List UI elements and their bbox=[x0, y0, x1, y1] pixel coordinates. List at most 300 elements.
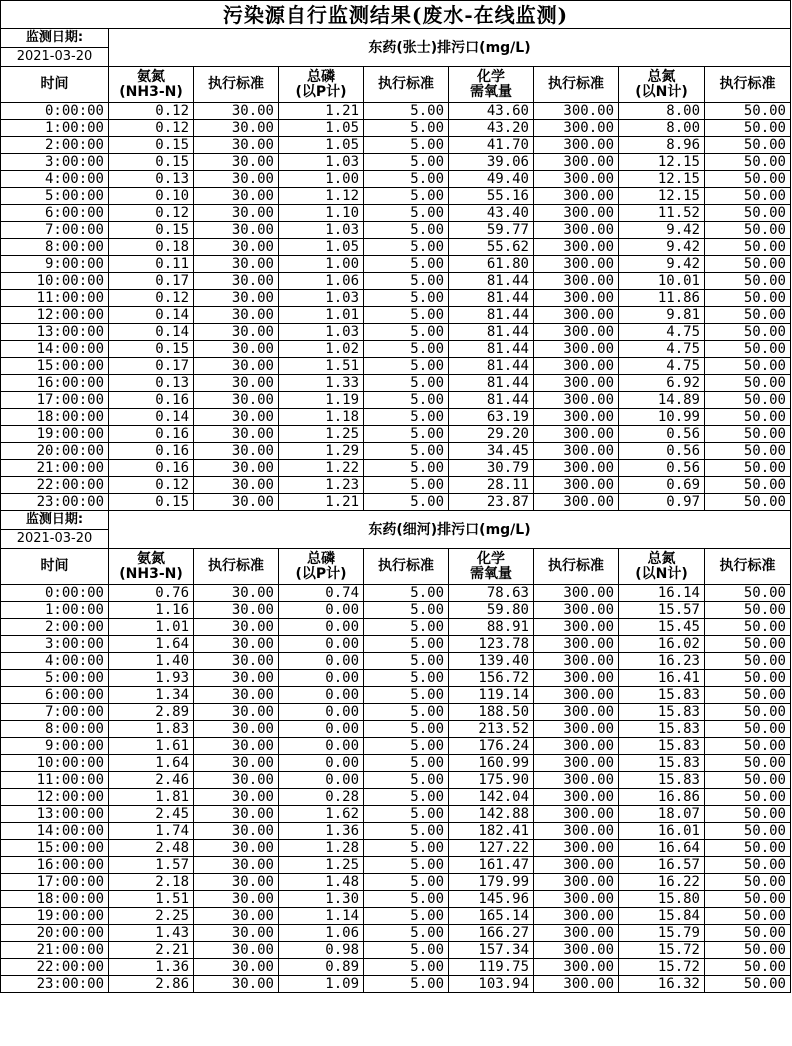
nh3n-standard: 30.00 bbox=[194, 358, 279, 375]
tp-standard: 5.00 bbox=[364, 670, 449, 687]
table-row bbox=[1, 375, 791, 392]
tp-value: 1.48 bbox=[279, 874, 364, 891]
header-tn bbox=[619, 67, 705, 103]
cod-value: 123.78 bbox=[449, 636, 534, 653]
cod-value: 179.99 bbox=[449, 874, 534, 891]
cod-value: 157.34 bbox=[449, 942, 534, 959]
tn-value: 16.57 bbox=[619, 857, 705, 874]
tn-value: 15.57 bbox=[619, 602, 705, 619]
tp-standard: 5.00 bbox=[364, 443, 449, 460]
tn-value: 0.69 bbox=[619, 477, 705, 494]
header-nh3n bbox=[109, 549, 194, 585]
nh3n-value: 1.51 bbox=[109, 891, 194, 908]
nh3n-value: 0.12 bbox=[109, 205, 194, 222]
tn-standard: 50.00 bbox=[705, 443, 791, 460]
nh3n-value: 0.14 bbox=[109, 409, 194, 426]
time-cell: 2:00:00 bbox=[1, 137, 109, 154]
outlet-name: 东药(张士)排污口(mg/L) bbox=[109, 29, 791, 67]
cod-standard: 300.00 bbox=[534, 670, 619, 687]
nh3n-value: 1.61 bbox=[109, 738, 194, 755]
tp-value: 1.03 bbox=[279, 290, 364, 307]
tp-standard: 5.00 bbox=[364, 307, 449, 324]
cod-value: 81.44 bbox=[449, 375, 534, 392]
nh3n-standard: 30.00 bbox=[194, 755, 279, 772]
tn-value: 6.92 bbox=[619, 375, 705, 392]
nh3n-value: 0.18 bbox=[109, 239, 194, 256]
tn-value: 11.86 bbox=[619, 290, 705, 307]
nh3n-standard: 30.00 bbox=[194, 222, 279, 239]
table-row bbox=[1, 585, 791, 602]
cod-standard: 300.00 bbox=[534, 154, 619, 171]
nh3n-standard: 30.00 bbox=[194, 477, 279, 494]
tp-value: 0.00 bbox=[279, 721, 364, 738]
nh3n-standard: 30.00 bbox=[194, 874, 279, 891]
cod-value: 81.44 bbox=[449, 392, 534, 409]
table-row bbox=[1, 738, 791, 755]
tn-value: 10.99 bbox=[619, 409, 705, 426]
table-row bbox=[1, 137, 791, 154]
table-row bbox=[1, 942, 791, 959]
cod-standard: 300.00 bbox=[534, 602, 619, 619]
tp-value: 1.14 bbox=[279, 908, 364, 925]
nh3n-value: 0.15 bbox=[109, 494, 194, 511]
tp-standard: 5.00 bbox=[364, 721, 449, 738]
tp-value: 0.00 bbox=[279, 687, 364, 704]
header-nh3n bbox=[109, 67, 194, 103]
nh3n-value: 0.12 bbox=[109, 477, 194, 494]
tp-standard: 5.00 bbox=[364, 137, 449, 154]
tn-value: 16.02 bbox=[619, 636, 705, 653]
tn-standard: 50.00 bbox=[705, 704, 791, 721]
tn-standard: 50.00 bbox=[705, 103, 791, 120]
tp-standard: 5.00 bbox=[364, 806, 449, 823]
time-cell: 22:00:00 bbox=[1, 959, 109, 976]
tn-standard: 50.00 bbox=[705, 324, 791, 341]
cod-value: 43.40 bbox=[449, 205, 534, 222]
nh3n-standard: 30.00 bbox=[194, 137, 279, 154]
tn-standard: 50.00 bbox=[705, 137, 791, 154]
time-cell: 13:00:00 bbox=[1, 324, 109, 341]
header-tn bbox=[619, 549, 705, 585]
cod-value: 176.24 bbox=[449, 738, 534, 755]
header-line: (以N计) bbox=[635, 83, 688, 100]
nh3n-value: 1.74 bbox=[109, 823, 194, 840]
time-cell: 0:00:00 bbox=[1, 103, 109, 120]
tp-value: 1.01 bbox=[279, 307, 364, 324]
nh3n-value: 0.16 bbox=[109, 426, 194, 443]
tp-standard: 5.00 bbox=[364, 409, 449, 426]
nh3n-value: 0.16 bbox=[109, 460, 194, 477]
tp-standard: 5.00 bbox=[364, 823, 449, 840]
nh3n-standard: 30.00 bbox=[194, 375, 279, 392]
cod-standard: 300.00 bbox=[534, 494, 619, 511]
table-row bbox=[1, 409, 791, 426]
time-cell: 2:00:00 bbox=[1, 619, 109, 636]
nh3n-value: 0.13 bbox=[109, 171, 194, 188]
nh3n-value: 2.21 bbox=[109, 942, 194, 959]
time-cell: 7:00:00 bbox=[1, 704, 109, 721]
time-cell: 16:00:00 bbox=[1, 375, 109, 392]
header-line: 总氮 bbox=[647, 550, 676, 567]
table-row bbox=[1, 857, 791, 874]
tp-standard: 5.00 bbox=[364, 477, 449, 494]
cod-standard: 300.00 bbox=[534, 273, 619, 290]
cod-value: 166.27 bbox=[449, 925, 534, 942]
cod-standard: 300.00 bbox=[534, 324, 619, 341]
nh3n-standard: 30.00 bbox=[194, 806, 279, 823]
nh3n-standard: 30.00 bbox=[194, 976, 279, 993]
tn-value: 16.22 bbox=[619, 874, 705, 891]
nh3n-value: 1.36 bbox=[109, 959, 194, 976]
header-time: 时间 bbox=[1, 67, 109, 103]
nh3n-standard: 30.00 bbox=[194, 636, 279, 653]
table-row bbox=[1, 806, 791, 823]
tn-value: 16.01 bbox=[619, 823, 705, 840]
cod-standard: 300.00 bbox=[534, 687, 619, 704]
cod-value: 188.50 bbox=[449, 704, 534, 721]
nh3n-standard: 30.00 bbox=[194, 959, 279, 976]
cod-value: 59.77 bbox=[449, 222, 534, 239]
header-cod bbox=[449, 67, 534, 103]
tn-value: 15.83 bbox=[619, 721, 705, 738]
cod-value: 55.62 bbox=[449, 239, 534, 256]
tn-standard: 50.00 bbox=[705, 925, 791, 942]
cod-standard: 300.00 bbox=[534, 925, 619, 942]
table-row bbox=[1, 755, 791, 772]
table-row bbox=[1, 670, 791, 687]
tp-value: 1.02 bbox=[279, 341, 364, 358]
tp-value: 1.05 bbox=[279, 137, 364, 154]
tn-standard: 50.00 bbox=[705, 494, 791, 511]
tn-value: 8.96 bbox=[619, 137, 705, 154]
cod-standard: 300.00 bbox=[534, 188, 619, 205]
table-row bbox=[1, 103, 791, 120]
nh3n-value: 2.46 bbox=[109, 772, 194, 789]
tp-value: 0.28 bbox=[279, 789, 364, 806]
tp-value: 0.00 bbox=[279, 755, 364, 772]
time-cell: 12:00:00 bbox=[1, 307, 109, 324]
nh3n-standard: 30.00 bbox=[194, 789, 279, 806]
nh3n-value: 1.16 bbox=[109, 602, 194, 619]
tn-standard: 50.00 bbox=[705, 477, 791, 494]
time-cell: 0:00:00 bbox=[1, 585, 109, 602]
header-line: 总氮 bbox=[647, 68, 676, 85]
tn-standard: 50.00 bbox=[705, 426, 791, 443]
tn-value: 15.45 bbox=[619, 619, 705, 636]
report-title: 污染源自行监测结果(废水-在线监测) bbox=[1, 1, 791, 29]
cod-standard: 300.00 bbox=[534, 358, 619, 375]
time-cell: 22:00:00 bbox=[1, 477, 109, 494]
table-row bbox=[1, 976, 791, 993]
monitoring-date-label: 监测日期: bbox=[1, 511, 109, 530]
tn-value: 15.83 bbox=[619, 738, 705, 755]
tn-standard: 50.00 bbox=[705, 840, 791, 857]
section-info-row bbox=[1, 511, 791, 530]
tn-standard: 50.00 bbox=[705, 188, 791, 205]
nh3n-value: 0.17 bbox=[109, 273, 194, 290]
tn-standard: 50.00 bbox=[705, 585, 791, 602]
time-cell: 8:00:00 bbox=[1, 721, 109, 738]
nh3n-standard: 30.00 bbox=[194, 273, 279, 290]
nh3n-standard: 30.00 bbox=[194, 171, 279, 188]
nh3n-standard: 30.00 bbox=[194, 324, 279, 341]
tp-standard: 5.00 bbox=[364, 602, 449, 619]
nh3n-standard: 30.00 bbox=[194, 205, 279, 222]
time-cell: 20:00:00 bbox=[1, 925, 109, 942]
tn-standard: 50.00 bbox=[705, 874, 791, 891]
header-standard: 执行标准 bbox=[364, 549, 449, 585]
table-row bbox=[1, 290, 791, 307]
table-row bbox=[1, 602, 791, 619]
tn-value: 9.42 bbox=[619, 239, 705, 256]
table-row bbox=[1, 908, 791, 925]
time-cell: 8:00:00 bbox=[1, 239, 109, 256]
time-cell: 17:00:00 bbox=[1, 392, 109, 409]
tn-standard: 50.00 bbox=[705, 823, 791, 840]
table-body bbox=[1, 1, 791, 993]
tp-standard: 5.00 bbox=[364, 908, 449, 925]
tn-value: 11.52 bbox=[619, 205, 705, 222]
nh3n-value: 0.13 bbox=[109, 375, 194, 392]
tn-standard: 50.00 bbox=[705, 619, 791, 636]
cod-value: 175.90 bbox=[449, 772, 534, 789]
cod-value: 81.44 bbox=[449, 324, 534, 341]
time-cell: 15:00:00 bbox=[1, 358, 109, 375]
tn-value: 12.15 bbox=[619, 154, 705, 171]
tp-value: 1.22 bbox=[279, 460, 364, 477]
nh3n-value: 2.18 bbox=[109, 874, 194, 891]
monitoring-date-value: 2021-03-20 bbox=[1, 48, 109, 67]
nh3n-value: 0.12 bbox=[109, 103, 194, 120]
tn-standard: 50.00 bbox=[705, 273, 791, 290]
tp-standard: 5.00 bbox=[364, 103, 449, 120]
tp-value: 0.98 bbox=[279, 942, 364, 959]
nh3n-value: 1.81 bbox=[109, 789, 194, 806]
cod-value: 139.40 bbox=[449, 653, 534, 670]
table-row bbox=[1, 205, 791, 222]
nh3n-value: 0.76 bbox=[109, 585, 194, 602]
tn-standard: 50.00 bbox=[705, 942, 791, 959]
tn-value: 16.23 bbox=[619, 653, 705, 670]
cod-standard: 300.00 bbox=[534, 585, 619, 602]
nh3n-standard: 30.00 bbox=[194, 409, 279, 426]
tp-standard: 5.00 bbox=[364, 494, 449, 511]
cod-value: 49.40 bbox=[449, 171, 534, 188]
tp-value: 1.09 bbox=[279, 976, 364, 993]
cod-value: 142.88 bbox=[449, 806, 534, 823]
tp-standard: 5.00 bbox=[364, 925, 449, 942]
cod-value: 81.44 bbox=[449, 290, 534, 307]
tn-standard: 50.00 bbox=[705, 687, 791, 704]
table-row bbox=[1, 222, 791, 239]
nh3n-standard: 30.00 bbox=[194, 823, 279, 840]
tp-standard: 5.00 bbox=[364, 976, 449, 993]
tp-standard: 5.00 bbox=[364, 585, 449, 602]
tp-standard: 5.00 bbox=[364, 789, 449, 806]
cod-standard: 300.00 bbox=[534, 137, 619, 154]
tn-standard: 50.00 bbox=[705, 307, 791, 324]
nh3n-standard: 30.00 bbox=[194, 942, 279, 959]
tp-standard: 5.00 bbox=[364, 460, 449, 477]
time-cell: 6:00:00 bbox=[1, 687, 109, 704]
tn-value: 0.56 bbox=[619, 426, 705, 443]
tp-standard: 5.00 bbox=[364, 653, 449, 670]
tp-value: 1.21 bbox=[279, 103, 364, 120]
tn-value: 10.01 bbox=[619, 273, 705, 290]
cod-standard: 300.00 bbox=[534, 307, 619, 324]
header-standard: 执行标准 bbox=[364, 67, 449, 103]
tn-standard: 50.00 bbox=[705, 460, 791, 477]
tn-standard: 50.00 bbox=[705, 154, 791, 171]
tp-standard: 5.00 bbox=[364, 891, 449, 908]
cod-standard: 300.00 bbox=[534, 290, 619, 307]
cod-standard: 300.00 bbox=[534, 120, 619, 137]
cod-standard: 300.00 bbox=[534, 789, 619, 806]
time-cell: 16:00:00 bbox=[1, 857, 109, 874]
nh3n-standard: 30.00 bbox=[194, 857, 279, 874]
cod-value: 23.87 bbox=[449, 494, 534, 511]
nh3n-value: 1.57 bbox=[109, 857, 194, 874]
tn-standard: 50.00 bbox=[705, 636, 791, 653]
time-cell: 4:00:00 bbox=[1, 171, 109, 188]
cod-value: 160.99 bbox=[449, 755, 534, 772]
cod-standard: 300.00 bbox=[534, 619, 619, 636]
nh3n-value: 2.86 bbox=[109, 976, 194, 993]
nh3n-value: 0.14 bbox=[109, 324, 194, 341]
nh3n-value: 1.83 bbox=[109, 721, 194, 738]
header-standard: 执行标准 bbox=[194, 549, 279, 585]
time-cell: 15:00:00 bbox=[1, 840, 109, 857]
cod-standard: 300.00 bbox=[534, 857, 619, 874]
cod-value: 81.44 bbox=[449, 358, 534, 375]
tp-value: 1.03 bbox=[279, 324, 364, 341]
tn-value: 15.83 bbox=[619, 704, 705, 721]
time-cell: 11:00:00 bbox=[1, 772, 109, 789]
nh3n-standard: 30.00 bbox=[194, 494, 279, 511]
table-row bbox=[1, 460, 791, 477]
table-row bbox=[1, 443, 791, 460]
table-row bbox=[1, 891, 791, 908]
tn-standard: 50.00 bbox=[705, 891, 791, 908]
time-cell: 5:00:00 bbox=[1, 188, 109, 205]
time-cell: 1:00:00 bbox=[1, 120, 109, 137]
tp-standard: 5.00 bbox=[364, 619, 449, 636]
cod-standard: 300.00 bbox=[534, 392, 619, 409]
table-row bbox=[1, 239, 791, 256]
cod-value: 127.22 bbox=[449, 840, 534, 857]
tn-value: 15.79 bbox=[619, 925, 705, 942]
nh3n-value: 0.15 bbox=[109, 222, 194, 239]
tn-value: 15.83 bbox=[619, 687, 705, 704]
tn-standard: 50.00 bbox=[705, 908, 791, 925]
time-cell: 14:00:00 bbox=[1, 823, 109, 840]
nh3n-value: 0.10 bbox=[109, 188, 194, 205]
header-standard: 执行标准 bbox=[534, 549, 619, 585]
cod-standard: 300.00 bbox=[534, 477, 619, 494]
time-cell: 19:00:00 bbox=[1, 426, 109, 443]
cod-standard: 300.00 bbox=[534, 375, 619, 392]
header-line: (以P计) bbox=[295, 83, 347, 100]
cod-value: 165.14 bbox=[449, 908, 534, 925]
cod-value: 43.60 bbox=[449, 103, 534, 120]
nh3n-value: 0.15 bbox=[109, 154, 194, 171]
nh3n-value: 0.12 bbox=[109, 120, 194, 137]
cod-standard: 300.00 bbox=[534, 806, 619, 823]
tp-standard: 5.00 bbox=[364, 188, 449, 205]
header-tp bbox=[279, 549, 364, 585]
nh3n-standard: 30.00 bbox=[194, 908, 279, 925]
cod-standard: 300.00 bbox=[534, 738, 619, 755]
header-standard: 执行标准 bbox=[705, 549, 791, 585]
column-header-row bbox=[1, 549, 791, 585]
nh3n-standard: 30.00 bbox=[194, 840, 279, 857]
tn-value: 14.89 bbox=[619, 392, 705, 409]
cod-standard: 300.00 bbox=[534, 443, 619, 460]
tp-standard: 5.00 bbox=[364, 392, 449, 409]
table-row bbox=[1, 341, 791, 358]
nh3n-standard: 30.00 bbox=[194, 188, 279, 205]
table-row bbox=[1, 120, 791, 137]
table-row bbox=[1, 188, 791, 205]
tn-standard: 50.00 bbox=[705, 772, 791, 789]
tp-value: 1.05 bbox=[279, 120, 364, 137]
header-time: 时间 bbox=[1, 549, 109, 585]
tn-standard: 50.00 bbox=[705, 721, 791, 738]
cod-standard: 300.00 bbox=[534, 976, 619, 993]
time-cell: 9:00:00 bbox=[1, 738, 109, 755]
cod-standard: 300.00 bbox=[534, 772, 619, 789]
cod-standard: 300.00 bbox=[534, 840, 619, 857]
cod-value: 161.47 bbox=[449, 857, 534, 874]
tp-value: 0.00 bbox=[279, 772, 364, 789]
table-row bbox=[1, 619, 791, 636]
cod-value: 81.44 bbox=[449, 273, 534, 290]
cod-value: 43.20 bbox=[449, 120, 534, 137]
nh3n-value: 2.25 bbox=[109, 908, 194, 925]
tp-standard: 5.00 bbox=[364, 341, 449, 358]
tp-value: 1.00 bbox=[279, 171, 364, 188]
tn-standard: 50.00 bbox=[705, 789, 791, 806]
tn-value: 16.86 bbox=[619, 789, 705, 806]
cod-value: 61.80 bbox=[449, 256, 534, 273]
header-line: (NH3-N) bbox=[119, 565, 183, 582]
tp-standard: 5.00 bbox=[364, 636, 449, 653]
tn-value: 12.15 bbox=[619, 188, 705, 205]
time-cell: 5:00:00 bbox=[1, 670, 109, 687]
tp-standard: 5.00 bbox=[364, 426, 449, 443]
table-row bbox=[1, 704, 791, 721]
tp-value: 0.00 bbox=[279, 670, 364, 687]
table-row bbox=[1, 840, 791, 857]
tp-value: 1.03 bbox=[279, 222, 364, 239]
cod-standard: 300.00 bbox=[534, 755, 619, 772]
tp-standard: 5.00 bbox=[364, 874, 449, 891]
tp-standard: 5.00 bbox=[364, 704, 449, 721]
cod-value: 63.19 bbox=[449, 409, 534, 426]
header-line: (以P计) bbox=[295, 565, 347, 582]
table-row bbox=[1, 324, 791, 341]
tp-value: 1.62 bbox=[279, 806, 364, 823]
tn-standard: 50.00 bbox=[705, 670, 791, 687]
cod-value: 145.96 bbox=[449, 891, 534, 908]
tp-standard: 5.00 bbox=[364, 290, 449, 307]
tp-value: 1.25 bbox=[279, 426, 364, 443]
tp-standard: 5.00 bbox=[364, 687, 449, 704]
nh3n-value: 2.48 bbox=[109, 840, 194, 857]
header-line: 氨氮 bbox=[137, 550, 165, 567]
nh3n-value: 1.40 bbox=[109, 653, 194, 670]
tp-standard: 5.00 bbox=[364, 959, 449, 976]
